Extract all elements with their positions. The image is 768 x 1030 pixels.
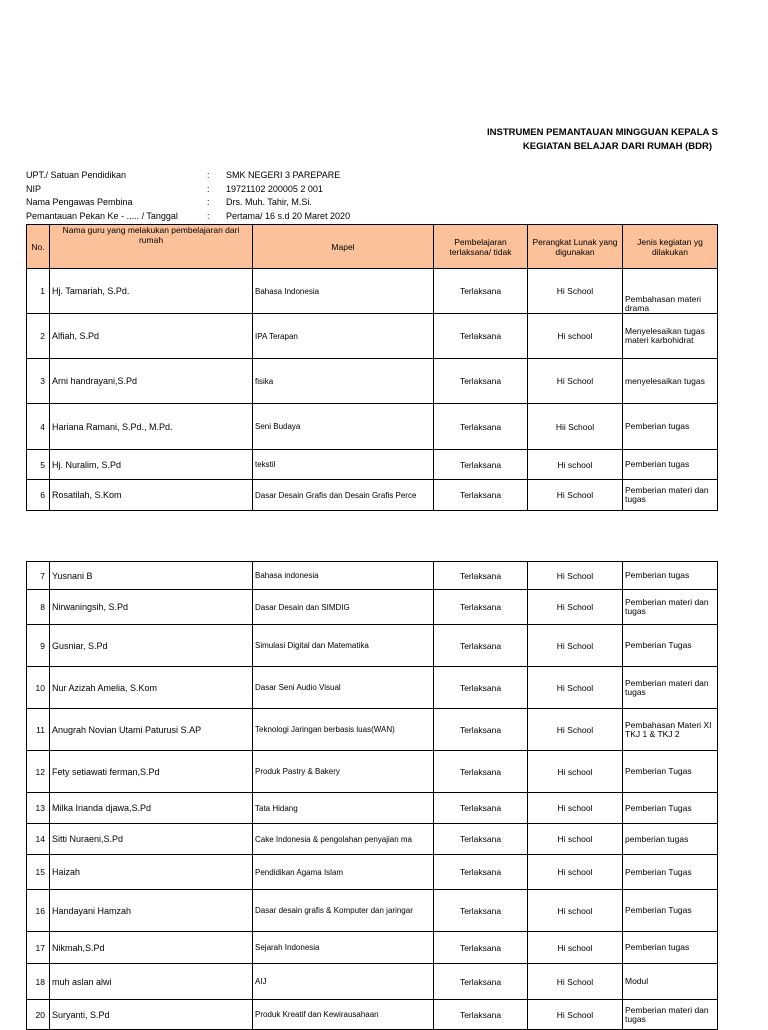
cell-name: Yusnani B: [50, 562, 253, 590]
cell-no: 20: [27, 1000, 50, 1030]
cell-status: Terlaksana: [434, 964, 528, 1000]
cell-software: Hi school: [528, 793, 623, 824]
cell-name: Haizah: [50, 855, 253, 890]
table-row: [27, 824, 718, 855]
cell-jenis: menyelesaikan tugas: [623, 359, 718, 404]
cell-mapel: Produk Kreatif dan Kewirausahaan: [253, 1000, 434, 1030]
table-row: [27, 480, 718, 511]
cell-software: Hi School: [528, 667, 623, 709]
header-status: Pembelajaran terlaksana/ tidak: [434, 225, 528, 269]
cell-status: Terlaksana: [434, 709, 528, 751]
cell-status: Terlaksana: [434, 890, 528, 932]
info-label: NIP: [26, 183, 42, 194]
cell-no: 8: [27, 590, 50, 625]
cell-mapel: Pendidikan Agama Islam: [253, 855, 434, 890]
document-subtitle: KEGIATAN BELAJAR DARI RUMAH (BDR): [522, 141, 712, 152]
cell-software: Hi School: [528, 562, 623, 590]
table-row: [27, 269, 718, 314]
cell-status: Terlaksana: [434, 590, 528, 625]
cell-name: Nikmah,S.Pd: [50, 932, 253, 964]
table-row: [27, 450, 718, 480]
cell-jenis: Pemberian tugas: [623, 404, 718, 450]
cell-no: 6: [27, 480, 50, 511]
cell-mapel: Tata Hidang: [253, 793, 434, 824]
cell-no: 11: [27, 709, 50, 751]
cell-software: Hi School: [528, 359, 623, 404]
table-row: [27, 932, 718, 964]
cell-mapel: Teknologi Jaringan berbasis luas(WAN): [253, 709, 434, 751]
cell-mapel: Simulasi Digital dan Matematika: [253, 625, 434, 667]
cell-no: 13: [27, 793, 50, 824]
table-row: [27, 855, 718, 890]
header-software: Perangkat Lunak yang digunakan: [528, 225, 623, 269]
cell-name: Nur Azizah Amelia, S.Kom: [50, 667, 253, 709]
cell-name: Milka Irianda djawa,S.Pd: [50, 793, 253, 824]
cell-software: Hi School: [528, 590, 623, 625]
table-row: [27, 1000, 718, 1030]
cell-status: Terlaksana: [434, 480, 528, 511]
cell-jenis: Pembahasan materi drama: [623, 269, 718, 314]
info-value: 19721102 200005 2 001: [226, 183, 323, 194]
info-colon: :: [207, 170, 210, 180]
cell-mapel: Dasar Desain Grafis dan Desain Grafis Perce: [253, 480, 434, 511]
info-value: Drs. Muh. Tahir, M.Si.: [226, 197, 312, 208]
cell-status: Terlaksana: [434, 667, 528, 709]
cell-software: Hii School: [528, 404, 623, 450]
cell-no: 16: [27, 890, 50, 932]
cell-jenis: Pemberian Tugas: [623, 890, 718, 932]
info-colon: :: [207, 210, 210, 221]
cell-mapel: Seni Budaya: [253, 404, 434, 450]
table-row: [27, 751, 718, 793]
cell-mapel: fisika: [253, 359, 434, 404]
cell-no: 17: [27, 932, 50, 964]
cell-no: 9: [27, 625, 50, 667]
info-label: Nama Pengawas Pembina: [26, 197, 133, 208]
teacher-table-2: [26, 561, 718, 1030]
table-header-row: [27, 225, 718, 269]
cell-jenis: Pemberian materi dan tugas: [623, 667, 718, 709]
cell-name: Hj. Tamariah, S.Pd.: [50, 269, 253, 314]
cell-no: 2: [27, 314, 50, 359]
cell-name: Handayani Hamzah: [50, 890, 253, 932]
cell-name: muh aslan alwi: [50, 964, 253, 1000]
cell-mapel: Bahasa Indonesia: [253, 269, 434, 314]
cell-software: Hi school: [528, 824, 623, 855]
cell-no: 1: [27, 269, 50, 314]
cell-jenis: Pemberian materi dan tugas: [623, 1000, 718, 1030]
cell-status: Terlaksana: [434, 1000, 528, 1030]
cell-jenis: Pembahasan Materi XI TKJ 1 & TKJ 2: [623, 709, 718, 751]
cell-software: Hi School: [528, 269, 623, 314]
cell-software: Hi school: [528, 751, 623, 793]
cell-software: Hi School: [528, 480, 623, 511]
cell-jenis: Pemberian materi dan tugas: [623, 590, 718, 625]
table-row: [27, 964, 718, 1000]
cell-jenis: Modul: [623, 964, 718, 1000]
cell-mapel: AIJ: [253, 964, 434, 1000]
cell-status: Terlaksana: [434, 625, 528, 667]
info-value: Pertama/ 16 s.d 20 Maret 2020: [226, 210, 351, 221]
cell-status: Terlaksana: [434, 404, 528, 450]
cell-name: Fety setiawati ferman,S.Pd: [50, 751, 253, 793]
cell-jenis: Pemberian Tugas: [623, 793, 718, 824]
cell-name: Gusniar, S.Pd: [50, 625, 253, 667]
cell-software: Hi school: [528, 314, 623, 359]
cell-name: Nirwaningsih, S.Pd: [50, 590, 253, 625]
cell-no: 3: [27, 359, 50, 404]
info-label: Pemantauan Pekan Ke - ..... / Tanggal: [26, 210, 178, 221]
cell-name: Rosatilah, S.Kom: [50, 480, 253, 511]
header-jenis: Jenis kegiatan yg dilakukan: [623, 225, 718, 269]
cell-jenis: Pemberian materi dan tugas: [623, 480, 718, 511]
cell-status: Terlaksana: [434, 751, 528, 793]
cell-no: 15: [27, 855, 50, 890]
cell-mapel: Produk Pastry & Bakery: [253, 751, 434, 793]
cell-mapel: Dasar Desain dan SIMDIG: [253, 590, 434, 625]
table-row: [27, 793, 718, 824]
table-row: [27, 625, 718, 667]
cell-no: 7: [27, 562, 50, 590]
table-row: [27, 890, 718, 932]
cell-mapel: IPA Terapan: [253, 314, 434, 359]
cell-jenis: Pemberian Tugas: [623, 625, 718, 667]
cell-mapel: Dasar Seni Audio Visual: [253, 667, 434, 709]
cell-jenis: Menyelesaikan tugas materi karbohidrat: [623, 314, 718, 359]
table-row: [27, 359, 718, 404]
cell-name: Hj. Nuralim, S.Pd: [50, 450, 253, 480]
info-colon: :: [207, 183, 210, 194]
info-label: UPT./ Satuan Pendidikan: [26, 170, 127, 180]
cell-no: 4: [27, 404, 50, 450]
cell-mapel: Bahasa indonesia: [253, 562, 434, 590]
table-row: [27, 709, 718, 751]
cell-no: 12: [27, 751, 50, 793]
cell-software: Hi school: [528, 890, 623, 932]
header-mapel: Mapel: [253, 225, 434, 269]
cell-no: 18: [27, 964, 50, 1000]
cell-status: Terlaksana: [434, 359, 528, 404]
document-title: INSTRUMEN PEMANTAUAN MINGGUAN KEPALA S: [487, 127, 718, 138]
cell-jenis: Pemberian tugas: [623, 932, 718, 964]
cell-software: Hi school: [528, 450, 623, 480]
header-no: No.: [27, 225, 50, 269]
cell-status: Terlaksana: [434, 269, 528, 314]
cell-status: Terlaksana: [434, 450, 528, 480]
cell-jenis: Pemberian tugas: [623, 562, 718, 590]
cell-mapel: Cake Indonesia & pengolahan penyajian ma: [253, 824, 434, 855]
cell-no: 5: [27, 450, 50, 480]
cell-status: Terlaksana: [434, 793, 528, 824]
table-row: [27, 667, 718, 709]
cell-software: Hi school: [528, 855, 623, 890]
cell-status: Terlaksana: [434, 932, 528, 964]
cell-no: 10: [27, 667, 50, 709]
cell-software: Hi School: [528, 709, 623, 751]
cell-status: Terlaksana: [434, 824, 528, 855]
cell-name: Sitti Nuraeni,S.Pd: [50, 824, 253, 855]
cell-name: Hariana Ramani, S.Pd., M.Pd.: [50, 404, 253, 450]
cell-software: Hi School: [528, 964, 623, 1000]
cell-mapel: tekstil: [253, 450, 434, 480]
cell-software: Hi School: [528, 625, 623, 667]
table-row: [27, 404, 718, 450]
header-name: Nama guru yang melakukan pembelajaran dari rumah: [50, 225, 253, 269]
cell-no: 14: [27, 824, 50, 855]
cell-software: Hi School: [528, 1000, 623, 1030]
cell-software: Hi school: [528, 932, 623, 964]
cell-jenis: Pemberian Tugas: [623, 855, 718, 890]
cell-status: Terlaksana: [434, 855, 528, 890]
teacher-table-1: [26, 224, 718, 511]
cell-jenis: pemberian tugas: [623, 824, 718, 855]
cell-name: Suryanti, S.Pd: [50, 1000, 253, 1030]
cell-name: Anugrah Novian Utami Paturusi S.AP: [50, 709, 253, 751]
cell-mapel: Sejarah Indonesia: [253, 932, 434, 964]
cell-name: Alfiah, S.Pd: [50, 314, 253, 359]
table-row: [27, 590, 718, 625]
cell-status: Terlaksana: [434, 562, 528, 590]
table-row: [27, 562, 718, 590]
cell-mapel: Dasar desain grafis & Komputer dan jaringar: [253, 890, 434, 932]
info-value: SMK NEGERI 3 PAREPARE: [226, 170, 341, 180]
cell-jenis: Pemberian tugas: [623, 450, 718, 480]
info-colon: :: [207, 197, 210, 208]
cell-name: Arni handrayani,S.Pd: [50, 359, 253, 404]
table-row: [27, 314, 718, 359]
cell-status: Terlaksana: [434, 314, 528, 359]
cell-jenis: Pemberian Tugas: [623, 751, 718, 793]
